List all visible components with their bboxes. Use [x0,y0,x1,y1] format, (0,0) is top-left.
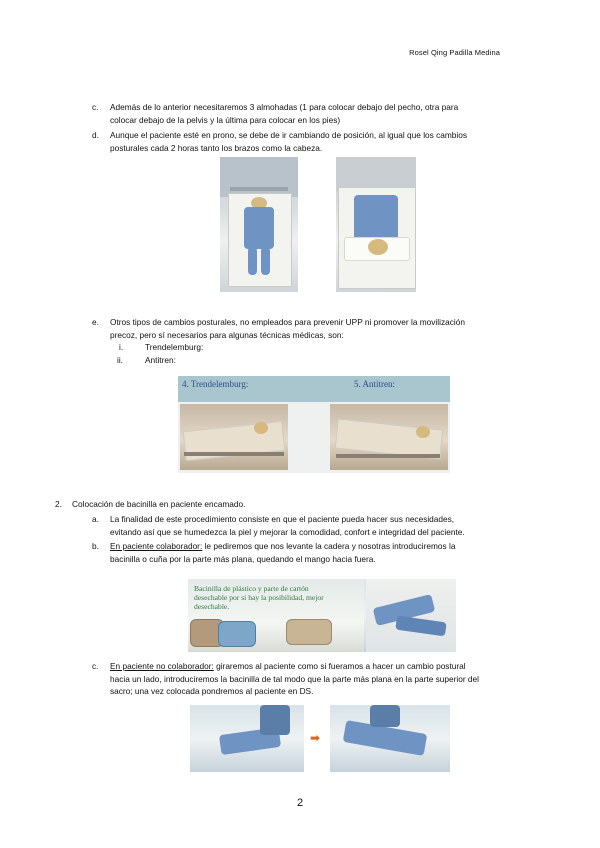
paragraph-c-line1: Además de lo anterior necesitaremos 3 almohadas (1 para colocar debajo del pecho, otra para [110,102,459,112]
sublist-item-trendelemburg: Trendelemburg: [145,342,204,352]
figure-label-antitren: 5. Antitren: [354,379,395,389]
photo-prone-head-view [336,157,416,292]
paragraph-2c-line1 [110,660,562,672]
sublist-marker-i: i. [119,342,124,352]
photo-antitren [330,404,448,470]
paragraph-2a-line2: evitando así que se humedezca la piel y mejorar la comodidad, confort e integridad del paciente. [110,526,465,537]
paragraph-2a-line1: La finalidad de este procedimiento consiste en que el paciente pueda hacer sus necesidades, [110,514,455,524]
list-marker-c: c. [92,102,99,112]
paragraph-2c-line3: sacro; una vez colocada pondremos al paciente en DS. [110,686,314,696]
figure-trendelemburg-antitren [178,376,450,473]
paragraph-2b-line2: bacinilla o cuña por la parte más plana, quedando el mango hacia fuera. [110,553,376,564]
list-marker-2a: a. [92,514,99,524]
sublist-marker-ii: ii. [117,354,123,365]
section-2-marker: 2. [55,499,62,509]
section-2-title: Colocación de bacinilla en paciente encamado. [72,499,246,509]
page-number: 2 [296,797,304,809]
paragraph-2c-line1-rest: giraremos al paciente como si fueramos a hacer un cambio postural [213,661,466,671]
figure-no-colaborador-sequence [190,705,450,772]
paragraph-2c-line2: hacia un lado, introduciremos la bacinilla de tal modo que la parte más plana en la parte superior del [110,673,479,684]
list-marker-d: d. [92,130,99,140]
header-author: Rosel Qing Padilla Medina [409,48,500,57]
paragraph-d-line1: Aunque el paciente esté en prono, se debe de ir cambiando de posición, al igual que los cambios [110,130,468,140]
photo-trendelemburg [180,404,288,470]
paragraph-e-line2: precoz, pero sí necesarios para algunas técnicas médicas, son: [110,329,344,340]
underlined-no-colaborador: En paciente no colaborador: [110,661,214,671]
photo-collaborator-lifting-hip [366,579,456,652]
bacinilla-note-line2: desechable por si hay la posibilidad, mejor [194,593,324,602]
photo-bacinilla-types [188,579,364,652]
arrow-right-icon: ➡ [310,731,321,745]
photo-patient-on-bacinilla [330,705,450,772]
paragraph-c-line2: colocar debajo de la pelvis y la última para colocar en los pies) [110,114,341,125]
figure-bacinilla [188,579,456,652]
photo-prone-feet-view [220,157,298,292]
list-marker-2b: b. [92,541,99,551]
figure-label-trendelemburg: 4. Trendelemburg: [182,379,249,389]
paragraph-2b-line1 [110,540,562,552]
paragraph-d-line2: posturales cada 2 horas tanto los brazos como la cabeza. [110,142,323,153]
list-marker-2c: c. [92,661,99,671]
paragraph-e-line1: Otros tipos de cambios posturales, no empleados para prevenir UPP ni promover la movilización [110,317,465,327]
bacinilla-note-line1: Bacinilla de plástico y parte de cartón [194,584,309,593]
list-marker-e: e. [92,317,99,327]
photo-turning-patient [190,705,304,772]
bacinilla-note-line3: desechable. [194,602,230,611]
paragraph-2b-line1-rest: le pediremos que nos levante la cadera y nosotras introduciremos la [202,541,456,551]
underlined-colaborador: En paciente colaborador: [110,541,203,551]
sublist-item-antitren: Antitren: [145,354,176,365]
